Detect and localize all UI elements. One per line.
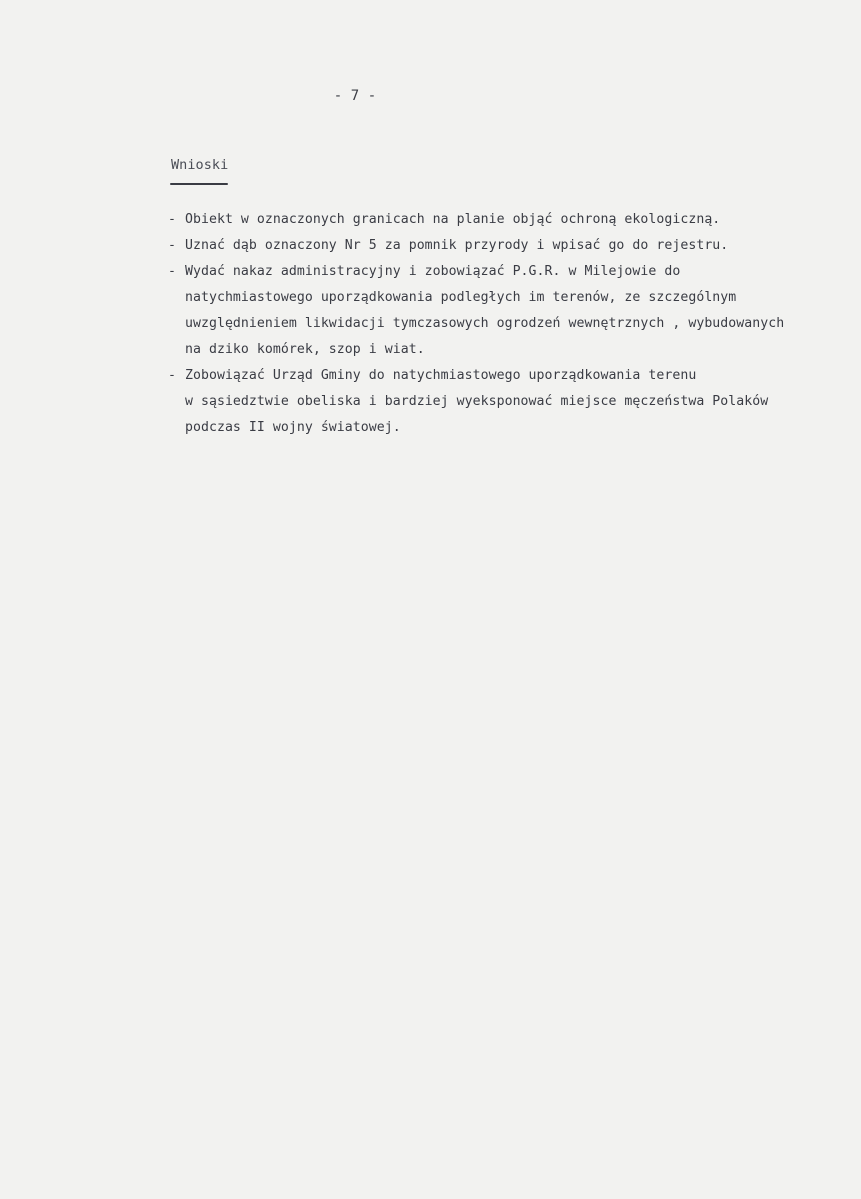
conclusion-line: podczas II wojny światowej. [185,420,401,435]
section-heading: Wnioski [171,157,229,173]
conclusion-line: uwzględnieniem likwidacji tymczasowych ogrodzeń wewnętrznych , wybudowanych [185,316,785,331]
conclusion-item [168,363,848,441]
conclusions-list [168,207,848,441]
conclusion-line [168,207,848,233]
conclusion-text: Wydać nakaz administracyjny i zobowiązać P.G.R. w Milejowie do [185,264,681,279]
conclusion-line: w sąsiedztwie obeliska i bardziej wyeksponować miejsce męczeństwa Polaków [185,394,769,409]
heading-underline [170,183,228,185]
conclusion-item [168,207,848,233]
conclusion-item [168,259,848,363]
conclusion-line: natychmiastowego uporządkowania podległych im terenów, ze szczególnym [185,290,737,305]
conclusion-text: Uznać dąb oznaczony Nr 5 za pomnik przyrody i wpisać go do rejestru. [185,238,729,253]
list-dash: - [168,368,176,383]
conclusion-line: na dziko komórek, szop i wiat. [185,342,425,357]
page-number: - 7 - [333,88,377,104]
conclusion-line [168,233,848,259]
list-dash: - [168,212,176,227]
conclusion-line [168,259,848,285]
conclusion-item [168,233,848,259]
list-dash: - [168,238,176,253]
conclusion-text: Zobowiązać Urząd Gminy do natychmiastowego uporządkowania terenu [185,368,697,383]
list-dash: - [168,264,176,279]
conclusion-text: Obiekt w oznaczonych granicach na planie objąć ochroną ekologiczną. [185,212,721,227]
conclusion-line [168,363,848,389]
